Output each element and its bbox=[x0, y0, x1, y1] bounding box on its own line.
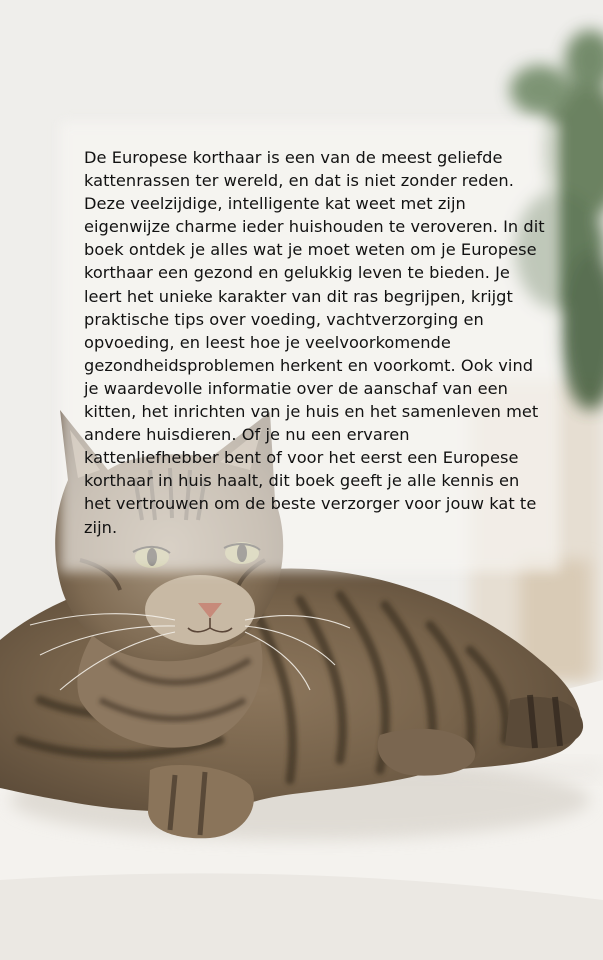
book-description: De Europese korthaar is een van de meest geliefde kattenrassen ter wereld, en dat is niet zonder reden. Deze veelzijdige, intelligente kat weet met zijn eigenwijze charme ieder huishouden te veroveren. In dit boek ontdek je alles wat je moet weten om je Europese korthaar een gezond en gelukkig leven te bieden. Je leert het unieke karakter van dit ras begrijpen, krijgt praktische tips over voeding, vachtverzorging en opvoeding, en leest hoe je veelvoorkomende gezondheidsproblemen herkent en voorkomt. Ook vind je waardevolle informatie over de aanschaf van een kitten, het inrichten van je huis en het samenleven met andere huisdieren. Of je nu een ervaren kattenliefhebber bent of voor het eerst een Europese korthaar in huis haalt, dit boek geeft je alle kennis en het vertrouwen om de beste verzorger voor jouw kat te zijn. bbox=[84, 148, 545, 537]
